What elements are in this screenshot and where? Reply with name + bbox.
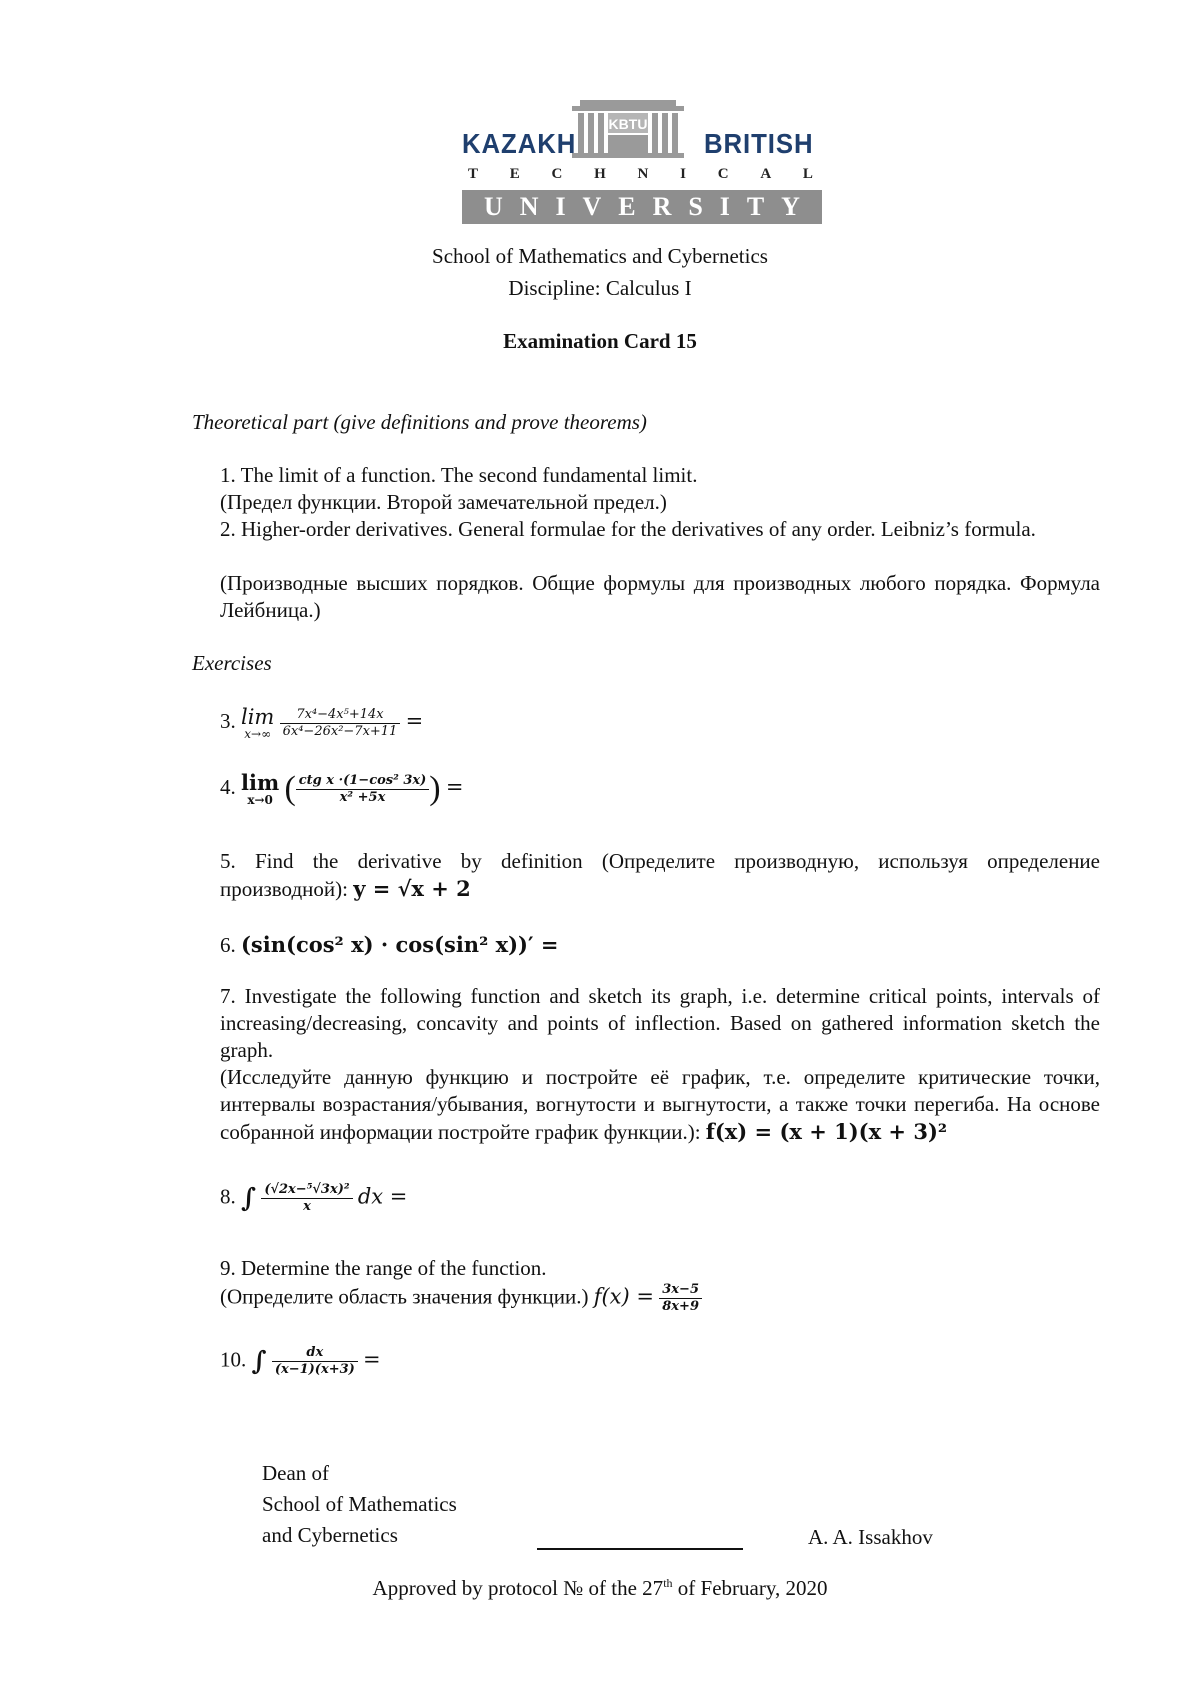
- question-2-ru: (Производные высших порядков. Общие формулы для производных любого порядка. Формула Лейбница.): [220, 571, 1100, 622]
- logo-letter: T: [746, 192, 765, 221]
- theory-heading: Theoretical part (give definitions and prove theorems): [192, 410, 647, 434]
- signature-line-2: School of Mathematics: [262, 1492, 457, 1516]
- logo-word-university: [462, 190, 822, 224]
- logo-letter: E: [618, 192, 636, 221]
- question-2-en: 2. Higher-order derivatives. General formulae for the derivatives of any order. Leibniz’s formula.: [220, 517, 1036, 541]
- logo-word-british: BRITISH: [704, 128, 814, 159]
- signature-block: [262, 1458, 457, 1551]
- exercise-7-en: 7. Investigate the following function and sketch its graph, i.e. determine critical points, intervals of increasing/decreasing, concavity and points of inflection. Based on gathered information sketch the graph.: [220, 984, 1100, 1062]
- exercise-7-ru-text: (Исследуйте данную функцию и постройте её график, т.е. определите критические точки, интервалы возрастания/убывания, вогнутости и выгнутости, а также точки перегиба. На основе собранной информации постройте график функции.):: [220, 1065, 1100, 1144]
- equals-sign: =: [363, 1347, 381, 1372]
- exercises-heading: Exercises: [192, 651, 272, 675]
- exercise-number: 8.: [220, 1184, 241, 1209]
- limit-subscript: x→0: [247, 793, 273, 807]
- signature-line-3: and Cybernetics: [262, 1523, 398, 1547]
- exercise-number: 3.: [220, 708, 241, 733]
- logo-letter: V: [582, 192, 602, 221]
- signature-line: [537, 1548, 743, 1550]
- fraction: [296, 773, 430, 806]
- logo-letter: I: [719, 192, 730, 221]
- limit-operator: [241, 706, 274, 740]
- limit-label: lim: [241, 770, 280, 795]
- approval-sup: th: [663, 1576, 673, 1590]
- fraction: [280, 707, 401, 740]
- question-1-en: 1. The limit of a function. The second fundamental limit.: [220, 463, 698, 487]
- fraction: [261, 1182, 352, 1215]
- university-logo: [462, 100, 822, 225]
- logo-letter: Y: [781, 192, 800, 221]
- logo-word-technical: [468, 166, 813, 183]
- denominator: (x−1)(x+3): [274, 1362, 355, 1377]
- exercise-number: 4.: [220, 774, 241, 799]
- exercise-6: [220, 932, 558, 958]
- denominator: x: [303, 1199, 311, 1214]
- integral-sign: ∫: [241, 1183, 257, 1214]
- left-paren: (: [284, 770, 296, 807]
- limit-subscript: x→∞: [244, 727, 272, 741]
- exercise-9-ru: [220, 1282, 702, 1315]
- denominator: x² +5x: [339, 789, 386, 805]
- integral-sign: ∫: [251, 1346, 267, 1377]
- denominator: 8x+9: [662, 1299, 699, 1314]
- logo-letter: R: [652, 192, 672, 221]
- fraction: [272, 1345, 358, 1378]
- card-title: Examination Card 15: [503, 329, 697, 353]
- exercise-3: [220, 706, 423, 740]
- numerator: 7x⁴−4x⁵+14x: [280, 707, 401, 724]
- logo-letter: L: [802, 166, 813, 182]
- limit-label: lim: [241, 705, 275, 729]
- integral-tail: dx =: [357, 1184, 408, 1209]
- svg-text:KBTU: KBTU: [608, 116, 648, 132]
- exercise-5: [220, 847, 1100, 903]
- numerator: 3x−5: [659, 1282, 702, 1299]
- logo-letter: H: [594, 166, 606, 182]
- logo-letter: S: [688, 192, 703, 221]
- dean-name: A. A. Issakhov: [808, 1525, 933, 1549]
- logo-letter: U: [484, 192, 503, 221]
- exercise-9-lhs: f(x) =: [593, 1284, 654, 1309]
- exercise-number: 6.: [220, 933, 241, 957]
- numerator: dx: [272, 1345, 358, 1362]
- fraction: [659, 1282, 702, 1315]
- approval-text-end: of February, 2020: [672, 1576, 828, 1600]
- exercise-5-text: 5. Find the derivative by definition (Определите производную, используя определение производной):: [220, 849, 1100, 901]
- logo-word-kazakh: KAZAKH: [462, 128, 577, 159]
- university-building-icon: [572, 100, 684, 158]
- numerator: ctg x ·(1−cos² 3x): [296, 773, 430, 790]
- logo-letter: I: [555, 192, 566, 221]
- exercise-7-ru: [220, 1064, 1100, 1146]
- question-1-ru: (Предел функции. Второй замечательной предел.): [220, 490, 667, 514]
- approval-text: Approved by protocol № of the 27: [372, 1576, 664, 1600]
- logo-letter: C: [717, 166, 729, 182]
- numerator: (√2x−⁵√3x)²: [261, 1182, 352, 1199]
- approval-footer: [0, 1576, 1200, 1601]
- exercise-6-formula: (sin(cos² x) · cos(sin² x))′ =: [241, 932, 559, 957]
- logo-letter: A: [760, 166, 772, 182]
- logo-letter: I: [680, 166, 686, 182]
- equals-sign: =: [405, 708, 424, 733]
- signature-line-1: Dean of: [262, 1461, 330, 1485]
- exercise-4: [220, 770, 463, 808]
- exercise-7-formula: f(x) = (x + 1)(x + 3)²: [705, 1119, 948, 1144]
- exercise-9-ru-text: (Определите область значения функции.): [220, 1284, 589, 1309]
- exercise-10: [220, 1345, 381, 1378]
- logo-letter: E: [509, 166, 520, 182]
- logo-letter: T: [468, 166, 479, 182]
- logo-letter: N: [519, 192, 539, 221]
- denominator: 6x⁴−26x²−7x+11: [282, 723, 398, 739]
- logo-letter: C: [551, 166, 563, 182]
- exercise-5-formula: y = √x + 2: [353, 876, 471, 901]
- discipline: Discipline: Calculus I: [508, 276, 692, 300]
- limit-operator: [241, 772, 279, 806]
- equals-sign: =: [445, 774, 464, 799]
- logo-letter: N: [637, 166, 649, 182]
- right-paren: ): [429, 770, 441, 807]
- exercise-8: [220, 1182, 407, 1215]
- school-name: School of Mathematics and Cybernetics: [432, 244, 768, 268]
- exercise-9-en: 9. Determine the range of the function.: [220, 1256, 547, 1280]
- exercise-number: 10.: [220, 1347, 252, 1372]
